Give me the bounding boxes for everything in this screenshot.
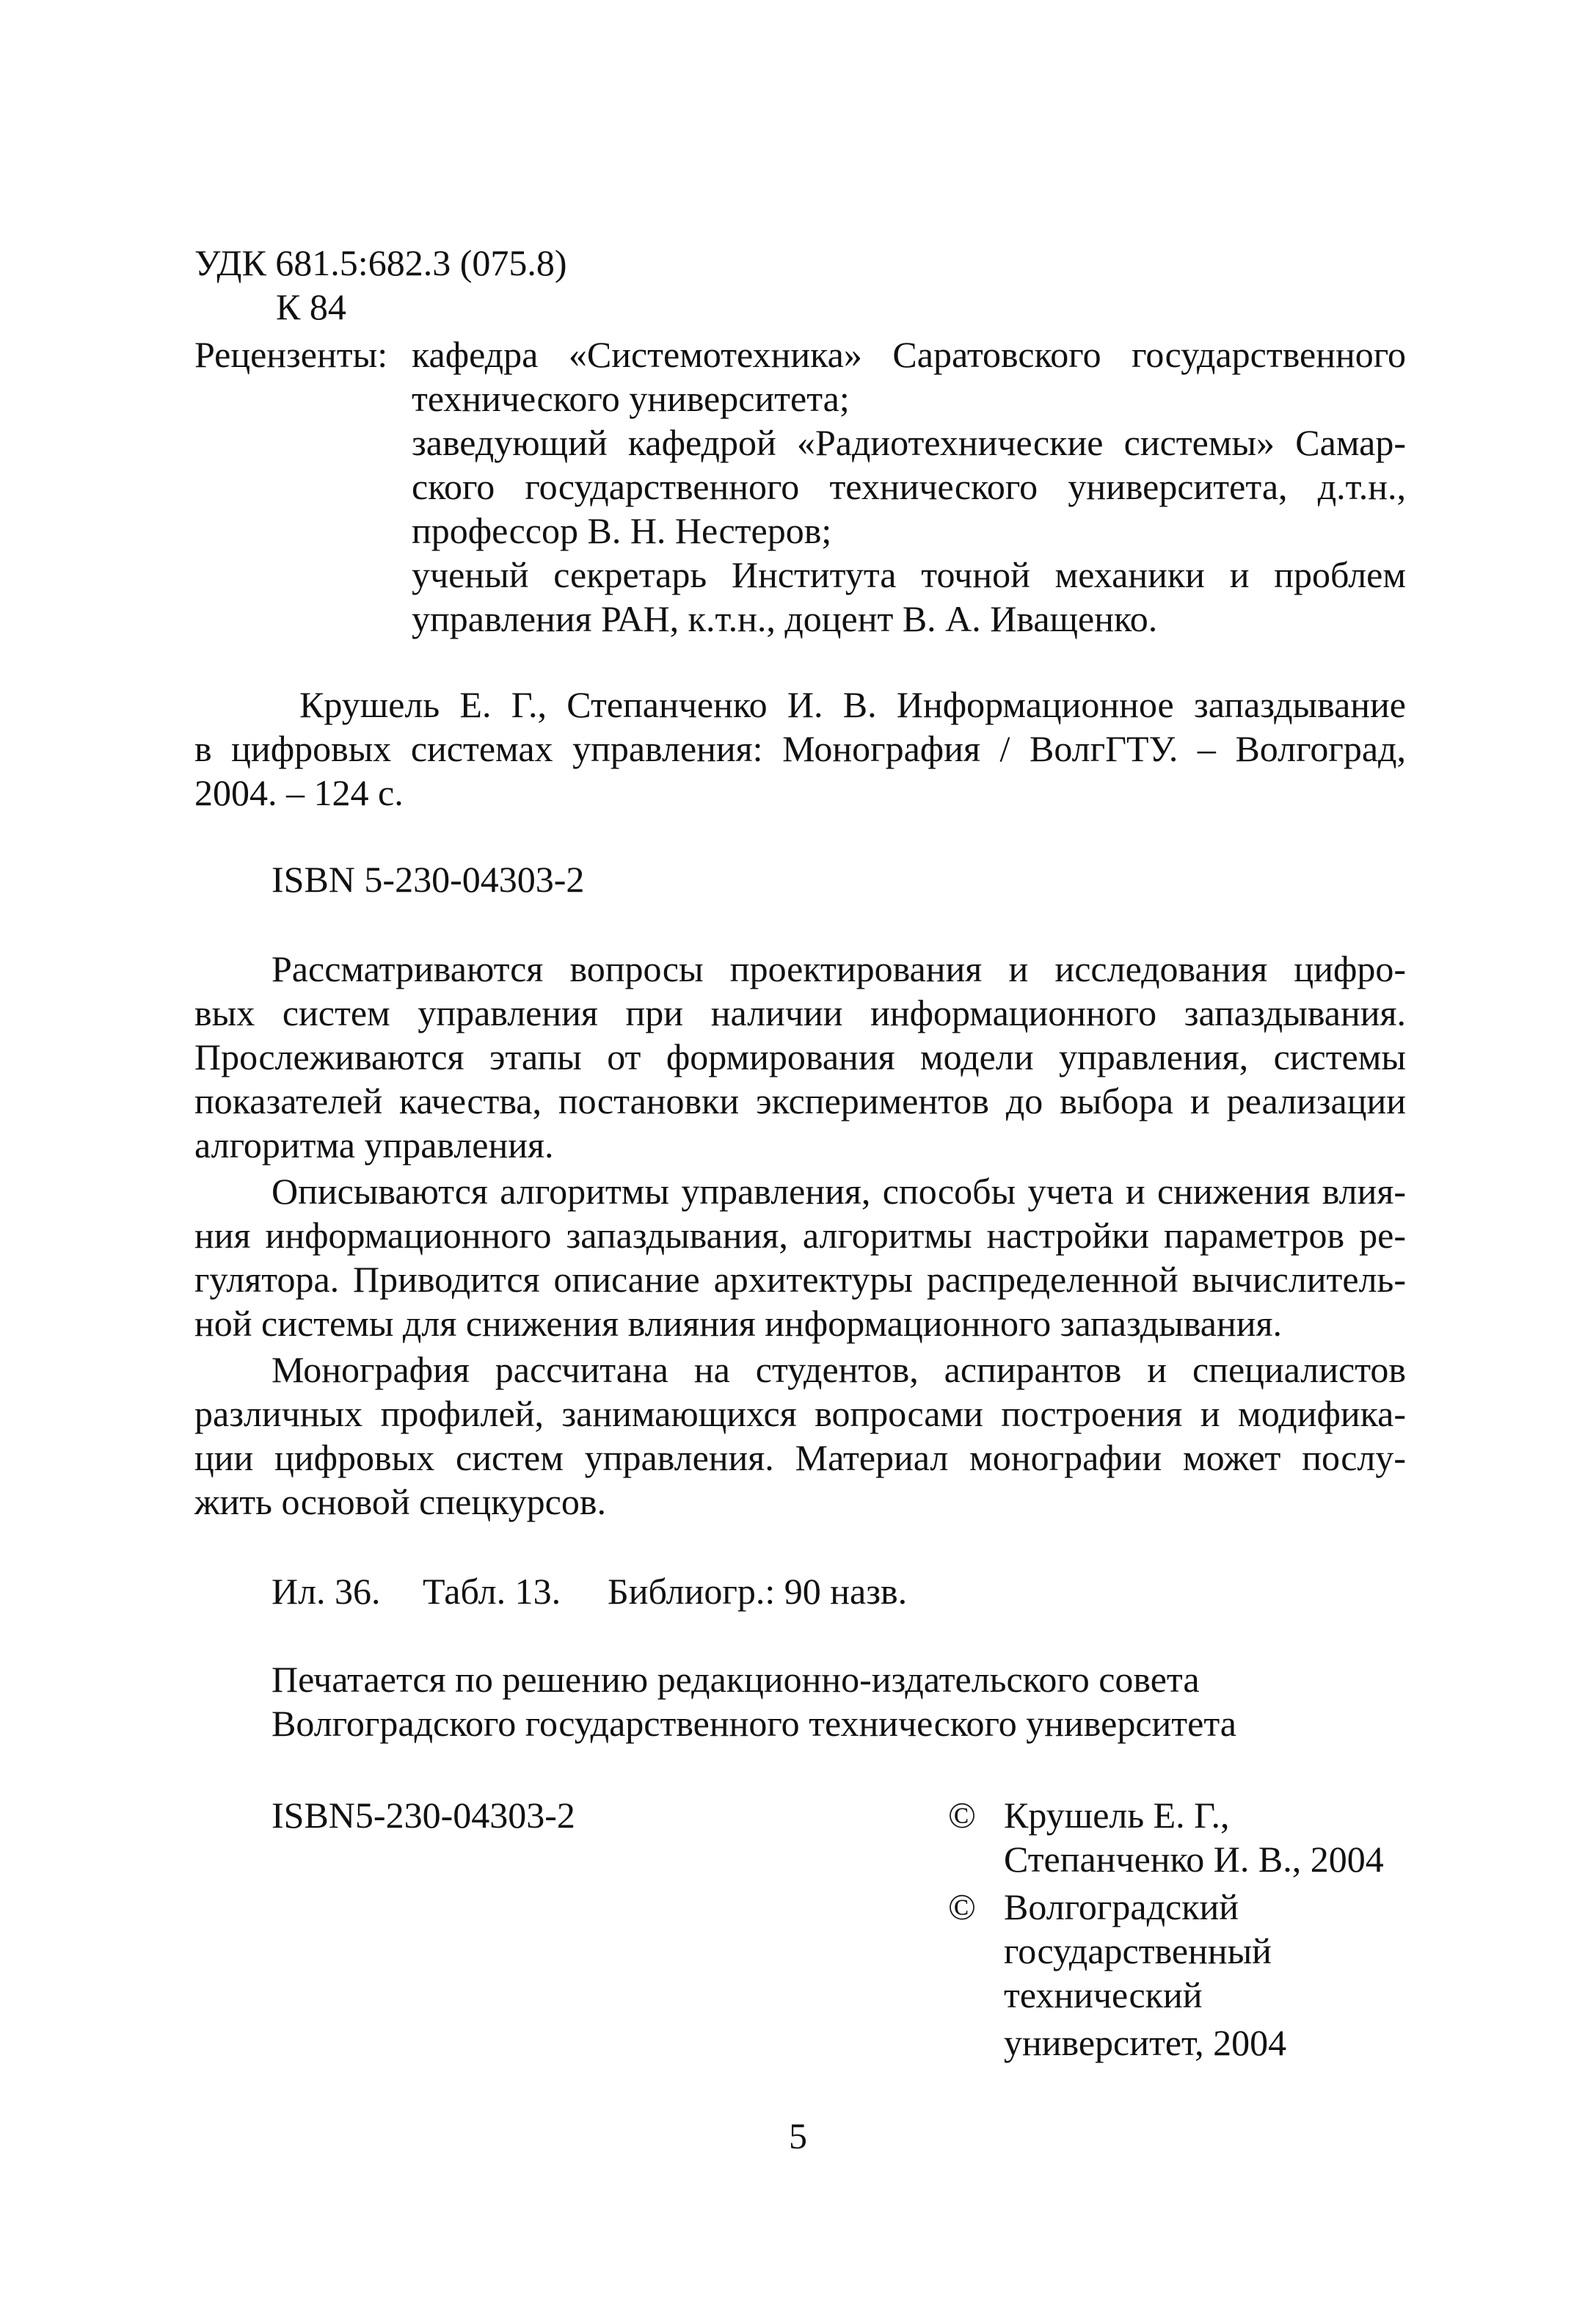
abstract-line: ния информационного запаздывания, алгоритмы настройки параметров ре- <box>194 1215 1406 1256</box>
reviewer-line: ского государственного технического университета, д.т.н., <box>412 466 1406 507</box>
abstract-line: Монография рассчитана на студентов, аспирантов и специалистов <box>272 1349 1406 1390</box>
tables-count: Табл. 13. <box>423 1571 561 1612</box>
page-number: 5 <box>789 2115 807 2156</box>
reviewer-line: заведующий кафедрой «Радиотехнические системы» Самар- <box>412 422 1406 463</box>
copyright-line: государственный <box>1004 1930 1272 1971</box>
citation-line: 2004. – 124 с. <box>194 772 404 813</box>
citation-line: в цифровых системах управления: Монография / ВолгГТУ. – Волгоград, <box>194 728 1406 769</box>
publication-note-line: Печатается по решению редакционно-издательского совета <box>272 1659 1200 1700</box>
reviewer-line: кафедра «Системотехника» Саратовского государственного <box>412 334 1406 375</box>
abstract-line: ной системы для снижения влияния информационного запаздывания. <box>194 1303 1283 1344</box>
illustrations-count: Ил. 36. <box>272 1571 381 1612</box>
abstract-line: Описываются алгоритмы управления, способы учета и снижения влия- <box>272 1171 1406 1212</box>
copyright-line: Степанченко И. В., 2004 <box>1004 1839 1384 1880</box>
isbn-top: ISBN 5-230-04303-2 <box>272 859 585 900</box>
reviewer-line: технического университета; <box>412 378 850 419</box>
isbn-bottom: ISBN5-230-04303-2 <box>272 1795 575 1836</box>
abstract-line: различных профилей, занимающихся вопросами построения и модифика- <box>194 1393 1406 1434</box>
abstract-line: показателей качества, постановки экспериментов до выбора и реализации <box>194 1080 1406 1122</box>
abstract-line: Прослеживаются этапы от формирования модели управления, системы <box>194 1036 1406 1077</box>
publication-note-line: Волгоградского государственного технического университета <box>272 1703 1236 1744</box>
abstract-line: Рассматриваются вопросы проектирования и исследования цифро- <box>272 948 1406 989</box>
copyright-symbol: © <box>948 1795 976 1836</box>
reviewer-line: управления РАН, к.т.н., доцент В. А. Иващенко. <box>412 598 1158 639</box>
citation-line: Крушель Е. Г., Степанченко И. В. Информационное запаздывание <box>299 684 1406 725</box>
abstract-line: ции цифровых систем управления. Материал монографии может послу- <box>194 1437 1406 1478</box>
reviewers-label: Рецензенты: <box>194 334 388 375</box>
copyright-line: университет, 2004 <box>1004 2022 1287 2063</box>
catalog-code: К 84 <box>276 286 346 327</box>
udk-line: УДК 681.5:682.3 (075.8) <box>194 242 567 283</box>
abstract-line: алгоритма управления. <box>194 1124 554 1166</box>
abstract-line: жить основой спецкурсов. <box>194 1481 606 1522</box>
reviewer-line: профессор В. Н. Нестеров; <box>412 510 832 551</box>
abstract-line: вых систем управления при наличии информационного запаздывания. <box>194 992 1406 1033</box>
abstract-line: гулятора. Приводится описание архитектуры распределенной вычислитель- <box>194 1259 1406 1300</box>
bibliography-count: Библиогр.: 90 назв. <box>608 1571 908 1612</box>
copyright-symbol: © <box>948 1886 976 1927</box>
copyright-line: Крушель Е. Г., <box>1004 1795 1230 1836</box>
copyright-line: технический <box>1004 1974 1203 2015</box>
copyright-line: Волгоградский <box>1004 1886 1239 1927</box>
reviewer-line: ученый секретарь Института точной механики и проблем <box>412 554 1406 595</box>
